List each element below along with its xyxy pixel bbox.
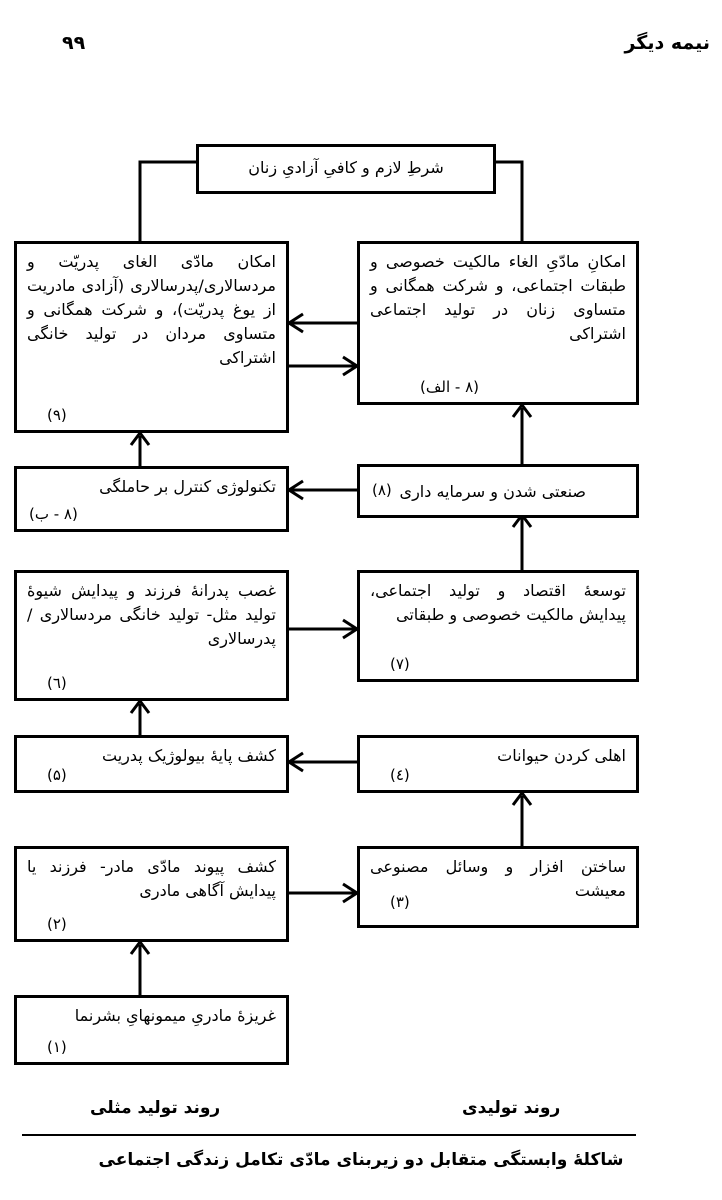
book-title: نیمه دیگر bbox=[624, 32, 710, 54]
box-5-number: (۵) bbox=[47, 765, 67, 784]
box-1-number: (۱) bbox=[47, 1037, 67, 1056]
box-4 bbox=[357, 735, 639, 793]
box-6 bbox=[14, 570, 289, 701]
box-8a-text: امکانِ مادّیِ الغاء مالکیت خصوصی و طبقات اجتماعی، و شرکت همگانی و متساوی زنان در تولید اجتماعی اشتراکی bbox=[370, 252, 626, 343]
box-8b bbox=[14, 466, 289, 532]
box-4-number: (٤) bbox=[390, 765, 410, 784]
box-8a-number: (۸ - الف) bbox=[420, 377, 479, 396]
box-3-number: (۳) bbox=[390, 892, 410, 911]
reproduction-process-label: روند تولید مثلی bbox=[90, 1098, 221, 1118]
box-2-number: (۲) bbox=[47, 914, 67, 933]
box-7-number: (۷) bbox=[390, 654, 410, 673]
box-5-text: کشف پایهٔ بیولوژیک پدریت bbox=[102, 746, 276, 765]
caption-divider bbox=[22, 1134, 636, 1136]
box-9-number: (۹) bbox=[47, 405, 67, 424]
box-top-condition bbox=[196, 144, 496, 194]
box-9-text: امکان مادّی الغای پدریّت و مردسالاری/پدرسالاری (آزادی مادریت از یوغ پدریّت)، و شرکت همگانی و متساوی مردان در تولید خانگی اشتراکی bbox=[27, 252, 276, 367]
box-3-text: ساختن افزار و وسائل مصنوعی معیشت bbox=[370, 857, 626, 900]
production-process-label: روند تولیدی bbox=[462, 1098, 561, 1118]
box-top-text: شرطِ لازم و کافیِ آزادیِ زنان bbox=[248, 158, 444, 177]
page-number: ۹۹ bbox=[62, 32, 86, 54]
box-3 bbox=[357, 846, 639, 928]
box-7 bbox=[357, 570, 639, 682]
box-1 bbox=[14, 995, 289, 1065]
box-4-text: اهلی کردن حیوانات bbox=[497, 746, 626, 765]
box-8b-text: تکنولوژی کنترل بر حاملگی bbox=[99, 477, 276, 496]
box-8 bbox=[357, 464, 639, 518]
figure-caption: شاکلهٔ وابستگی متقابل دو زیربنای مادّی تکامل زندگی اجتماعی bbox=[98, 1150, 624, 1170]
box-7-text: توسعهٔ اقتصاد و تولید اجتماعی، پیدایش مالکیت خصوصی و طبقاتی bbox=[370, 581, 626, 624]
box-8b-number: (۸ - ب) bbox=[29, 504, 78, 523]
box-8-text: صنعتی شدن و سرمایه داری bbox=[399, 482, 586, 501]
box-1-text: غریزهٔ مادریِ میمونهایِ بشرنما bbox=[74, 1006, 276, 1025]
box-5 bbox=[14, 735, 289, 793]
top-connector-right bbox=[496, 162, 522, 241]
box-2-text: کشف پیوند مادّی مادر- فرزند یا پیدایش آگاهی مادری bbox=[27, 857, 276, 900]
box-6-number: (٦) bbox=[47, 673, 67, 692]
box-2 bbox=[14, 846, 289, 942]
box-8-number: (۸) bbox=[372, 480, 392, 499]
box-8a bbox=[357, 241, 639, 405]
top-connector-left bbox=[140, 162, 196, 241]
box-9 bbox=[14, 241, 289, 433]
box-6-text: غصب پدرانهٔ فرزند و پیدایش شیوهٔ تولید مثل- تولید خانگی مردسالاری / پدرسالاری bbox=[27, 581, 276, 648]
